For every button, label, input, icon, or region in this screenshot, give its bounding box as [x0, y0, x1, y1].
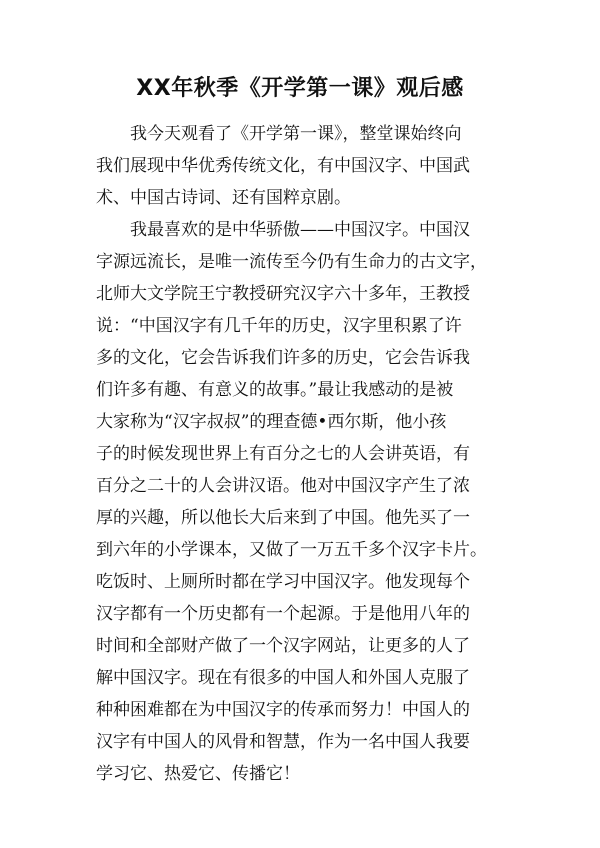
- paragraph-2-line-11: 到六年的小学课本，又做了一万五千多个汉字卡片。: [96, 540, 487, 560]
- paragraph-2-line-3: 北师大文学院王宁教授研究汉字六十多年，王教授: [96, 284, 470, 304]
- paragraph-2-line-12: 吃饭时、上厕所时都在学习中国汉字。他发现每个: [96, 572, 470, 592]
- paragraph-2-line-14: 时间和全部财产做了一个汉字网站，让更多的人了: [96, 636, 470, 656]
- paragraph-2-line-1: 我最喜欢的是中华骄傲——中国汉字。中国汉: [130, 220, 470, 240]
- paragraph-2-line-10: 厚的兴趣，所以他长大后来到了中国。他先买了一: [96, 508, 470, 528]
- document-body: [96, 118, 526, 790]
- paragraph-1-line-1: 我今天观看了《开学第一课》，整堂课始终向: [130, 124, 462, 144]
- paragraph-2-line-2: 字源远流长，是唯一流传至今仍有生命力的古文字，: [96, 252, 487, 272]
- paragraph-2-line-5: 多的文化，它会告诉我们许多的历史，它会告诉我: [96, 348, 470, 368]
- paragraph-2-line-15: 解中国汉字。现在有很多的中国人和外国人克服了: [96, 668, 470, 688]
- paragraph-2-line-17: 汉字有中国人的风骨和智慧，作为一名中国人我要: [96, 732, 470, 752]
- paragraph-2-line-13: 汉字都有一个历史都有一个起源。于是他用八年的: [96, 604, 470, 624]
- paragraph-2-line-16: 种种困难都在为中国汉字的传承而努力！中国人的: [96, 700, 470, 720]
- paragraph-2-line-9: 百分之二十的人会讲汉语。他对中国汉字产生了浓: [96, 476, 470, 496]
- paragraph-1-line-2: 我们展现中华优秀传统文化，有中国汉字、中国武: [96, 156, 470, 176]
- paragraph-2-line-4: 说：“中国汉字有几千年的历史，汉字里积累了许: [96, 316, 462, 336]
- paragraph-2-line-6: 们许多有趣、有意义的故事。”最让我感动的是被: [96, 380, 454, 400]
- paragraph-2-line-8: 子的时候发现世界上有百分之七的人会讲英语，有: [96, 444, 470, 464]
- document-title: XX年秋季《开学第一课》观后感: [136, 76, 464, 101]
- paragraph-2-line-18: 学习它、热爱它、传播它！: [96, 764, 300, 784]
- paragraph-1-line-3: 术、中国古诗词、还有国粹京剧。: [96, 188, 351, 208]
- paragraph-2-line-7: 大家称为“汉字叔叔”的理查德•西尔斯，他小孩: [96, 412, 447, 432]
